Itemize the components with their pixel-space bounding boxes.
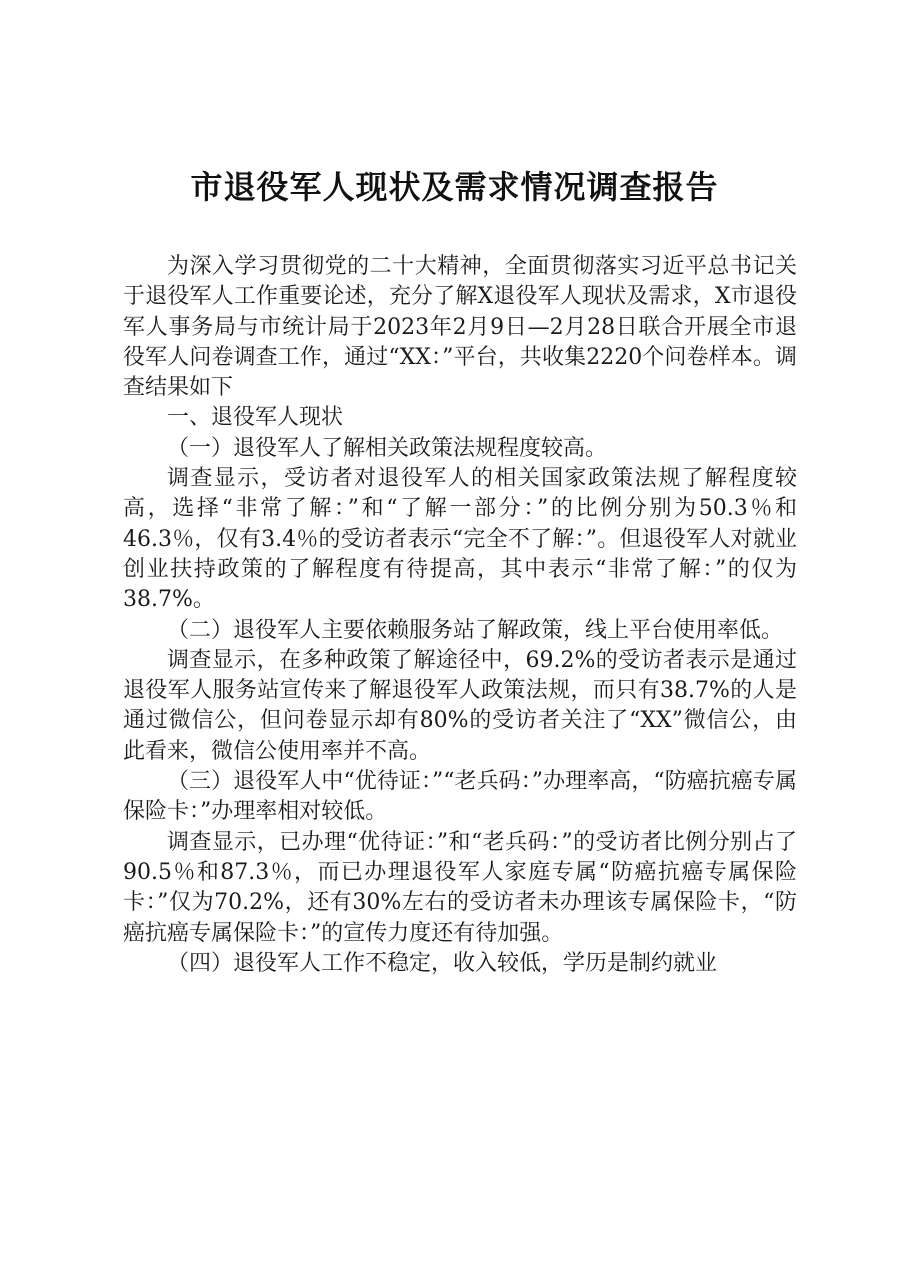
- intro-paragraph: 为深入学习贯彻党的二十大精神，全面贯彻落实习近平总书记关于退役军人工作重要论述，充分了解X退役军人现状及需求，X市退役军人事务局与市统计局于2023年2月9日—2月28日联合开展全市退役军人问卷调查工作，通过“XX：”平台，共收集2220个问卷样本。调查结果如下: [123, 254, 797, 401]
- subsection-heading: （四）退役军人工作不稳定，收入较低，学历是制约就业: [167, 950, 718, 976]
- subsection-heading: （三）退役军人中“优待证：”“老兵码：”办理率高，“防癌抗癌专属保险卡：”办理率相对较低。: [123, 769, 797, 825]
- body-paragraph: 调查显示，受访者对退役军人的相关国家政策法规了解程度较高，选择“非常了解：”和“了解一部分：”的比例分别为50.3％和46.3％，仅有3.4％的受访者表示“完全不了解：”。但退役军人对就业创业扶持政策的了解程度有待提高，其中表示“非常了解：”的仅为38.7%。: [123, 466, 797, 613]
- body-paragraph: 调查显示，已办理“优待证：”和“老兵码：”的受访者比例分别占了90.5％和87.3％，而已办理退役军人家庭专属“防癌抗癌专属保险卡：”仅为70.2%，还有30%左右的受访者未办理该专属保险卡，“防癌抗癌专属保险卡：”的宣传力度还有待加强。: [123, 829, 797, 946]
- document-title: 市退役军人现状及需求情况调查报告: [190, 168, 719, 206]
- section-heading: 一、退役军人现状: [167, 405, 344, 431]
- subsection-heading: （一）退役军人了解相关政策法规程度较高。: [167, 435, 608, 461]
- body-paragraph: 调查显示，在多种政策了解途径中，69.2%的受访者表示是通过退役军人服务站宣传来了解退役军人政策法规，而只有38.7%的人是通过微信公，但问卷显示却有80%的受访者关注了“XX”微信公，由此看来，微信公使用率并不高。: [123, 647, 797, 764]
- subsection-heading: （二）退役军人主要依赖服务站了解政策，线上平台使用率低。: [167, 617, 784, 643]
- document-body: [123, 252, 797, 979]
